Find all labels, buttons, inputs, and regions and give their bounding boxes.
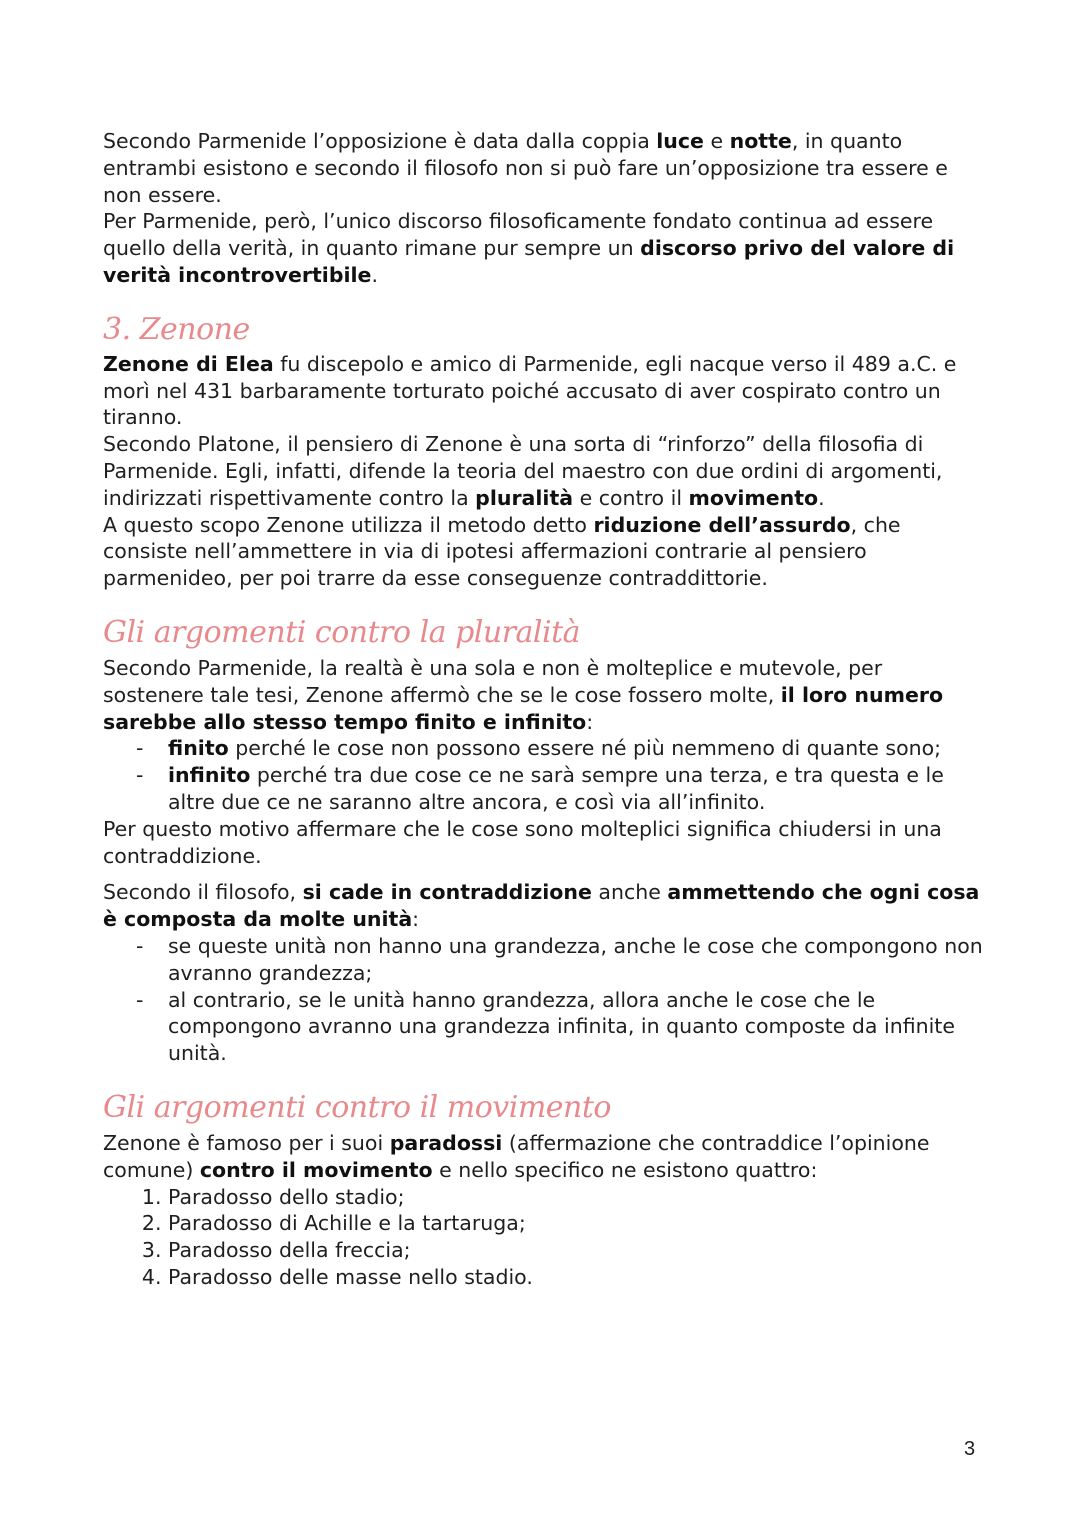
list-item: 3. Paradosso della freccia; bbox=[168, 1237, 983, 1264]
document-page bbox=[103, 128, 983, 1291]
section-heading-zenone: 3. Zenone bbox=[103, 311, 250, 347]
list-item: - infinito perché tra due cose ce ne sarà sempre una terza, e tra questa e le altre due ce ne saranno altre ancora, e così via all’infinito. bbox=[168, 762, 983, 816]
list-item: 4. Paradosso delle masse nello stadio. bbox=[168, 1264, 983, 1291]
zenone-paragraph-1: Zenone di Elea fu discepolo e amico di Parmenide, egli nacque verso il 489 a.C. e morì nel 431 barbaramente torturato poiché accusato di aver cospirato contro un tiranno. bbox=[103, 351, 957, 430]
intro-paragraph-2: Per Parmenide, però, l’unico discorso filosoficamente fondato continua ad essere quello della verità, in quanto rimane pur sempre un discorso privo del valore di verità incontrovertibile. bbox=[103, 209, 955, 287]
section-heading-pluralita: Gli argomenti contro la pluralità bbox=[103, 614, 581, 650]
list-item: 1. Paradosso dello stadio; bbox=[168, 1184, 983, 1211]
zenone-paragraph-2: Secondo Platone, il pensiero di Zenone è una sorta di “rinforzo” della filosofia di Parmenide. Egli, infatti, difende la teoria del maestro con due ordini di argomenti, indirizzati rispettivamente contro la pluralità e contro il movimento. bbox=[103, 432, 943, 510]
pluralita-paragraph-1: Secondo Parmenide, la realtà è una sola e non è molteplice e mutevole, per sostenere tale tesi, Zenone affermò che se le cose fossero molte, il loro numero sarebbe allo stesso tempo finito e infinito: bbox=[103, 655, 944, 734]
movimento-paragraph-1: Zenone è famoso per i suoi paradossi (affermazione che contraddice l’opinione comune) contro il movimento e nello specifico ne esistono quattro: bbox=[103, 1130, 930, 1182]
pluralita-list-2 bbox=[103, 933, 983, 1067]
pluralita-list-1 bbox=[103, 735, 983, 815]
page-number: 3 bbox=[964, 1438, 976, 1460]
pluralita-paragraph-3: Secondo il filosofo, si cade in contraddizione anche ammettendo che ogni cosa è composta da molte unità: bbox=[103, 880, 980, 932]
section-heading-movimento: Gli argomenti contro il movimento bbox=[103, 1089, 611, 1125]
intro-paragraph-1: Secondo Parmenide l’opposizione è data dalla coppia luce e notte, in quanto entrambi esistono e secondo il filosofo non si può fare un’opposizione tra essere e non essere. bbox=[103, 129, 948, 207]
pluralita-paragraph-2: Per questo motivo affermare che le cose sono molteplici significa chiudersi in una contraddizione. bbox=[103, 816, 942, 868]
list-item: - se queste unità non hanno una grandezza, anche le cose che compongono non avranno grandezza; bbox=[168, 933, 983, 987]
list-item: - al contrario, se le unità hanno grandezza, allora anche le cose che le compongono avranno una grandezza infinita, in quanto composte da infinite unità. bbox=[168, 987, 983, 1067]
list-item: 2. Paradosso di Achille e la tartaruga; bbox=[168, 1210, 983, 1237]
zenone-paragraph-3: A questo scopo Zenone utilizza il metodo detto riduzione dell’assurdo, che consiste nell’ammettere in via di ipotesi affermazioni contrarie al pensiero parmenideo, per poi trarre da esse conseguenze contraddittorie. bbox=[103, 512, 901, 591]
list-item: - finito perché le cose non possono essere né più nemmeno di quante sono; bbox=[168, 735, 983, 762]
paradox-list bbox=[103, 1184, 983, 1291]
